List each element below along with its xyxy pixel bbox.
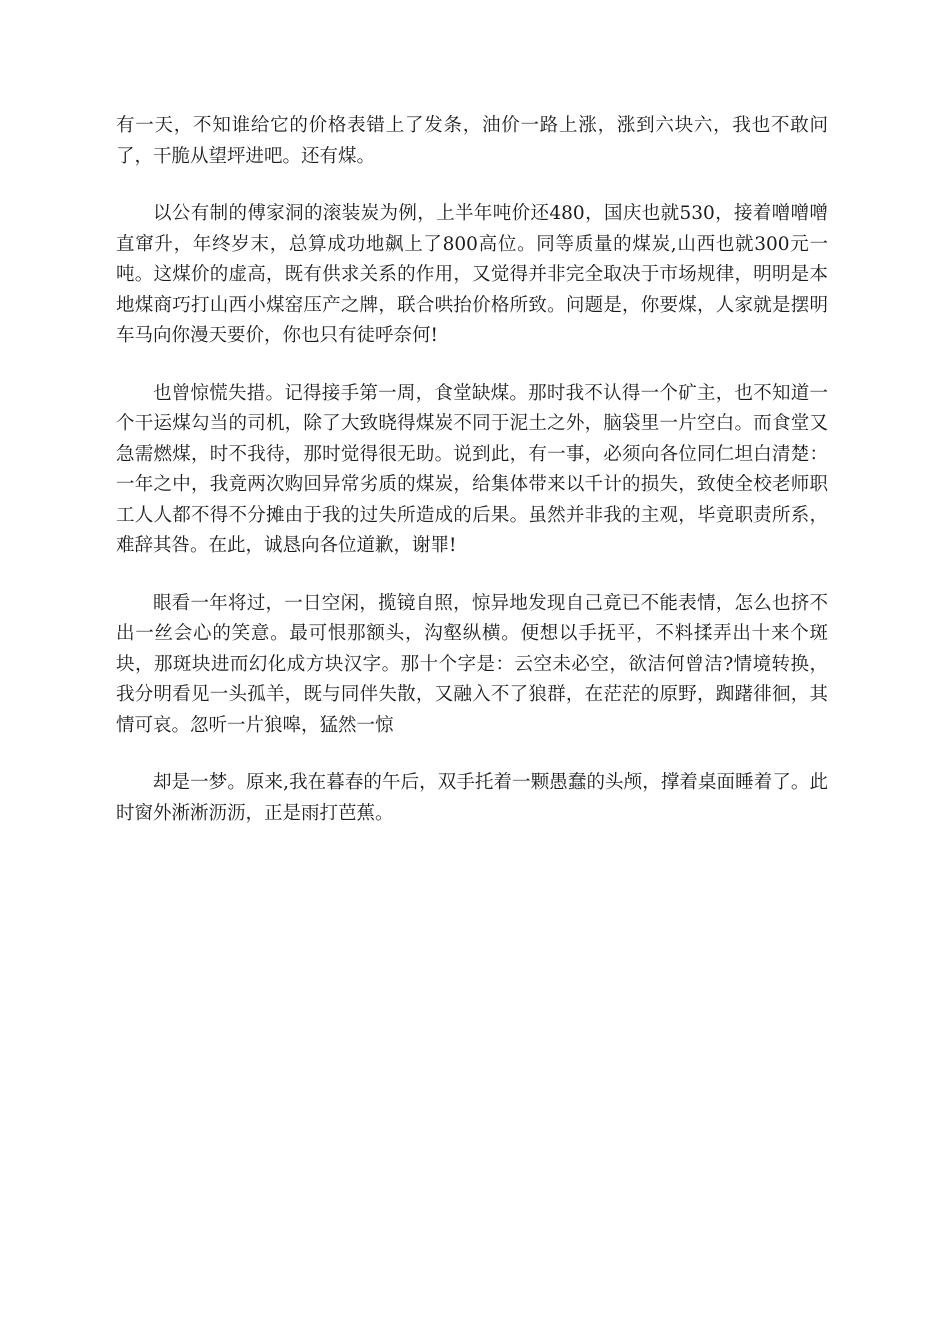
paragraph-5: 却是一梦。原来,我在暮春的午后，双手托着一颗愚蠢的头颅，撑着桌面睡着了。此时窗外淅淅沥沥，正是雨打芭蕉。 — [116, 772, 828, 824]
paragraph-2: 以公有制的傅家洞的滚装炭为例，上半年吨价还480，国庆也就530，接着噌噌噌直窜升，年终岁末，总算成功地飙上了800高位。同等质量的煤炭,山西也就300元一吨。这煤价的虚高，既有供求关系的作用，又觉得并非完全取决于市场规律，明明是本地煤商巧打山西小煤窑压产之牌，联合哄抬价格所致。问题是，你要煤，人家就是摆明车马向你漫天要价，你也只有徒呼奈何! — [116, 203, 828, 346]
document-body — [116, 111, 828, 856]
paragraph-4: 眼看一年将过，一日空闲，揽镜自照，惊异地发现自己竟已不能表情，怎么也挤不出一丝会心的笑意。最可恨那额头，沟壑纵横。便想以手抚平，不料揉弄出十来个斑块，那斑块进而幻化成方块汉字。那十个字是：云空未必空，欲洁何曾洁?情境转换，我分明看见一头孤羊，既与同伴失散，又融入不了狼群，在茫茫的原野，踟躇徘徊，其情可哀。忽听一片狼嗥，猛然一惊 — [116, 592, 828, 736]
paragraph-3: 也曾惊慌失措。记得接手第一周，食堂缺煤。那时我不认得一个矿主，也不知道一个干运煤勾当的司机，除了大致晓得煤炭不同于泥土之外，脑袋里一片空白。而食堂又急需燃煤，时不我待，那时觉得很无助。说到此，有一事，必须向各位同仁坦白清楚：一年之中，我竟两次购回异常劣质的煤炭，给集体带来以千计的损失，致使全校老师职工人人都不得不分摊由于我的过失所造成的后果。虽然并非我的主观，毕竟职责所系，难辞其咎。在此，诚恳向各位道歉，谢罪! — [116, 382, 828, 556]
paragraph-1: 有一天，不知谁给它的价格表错上了发条，油价一路上涨，涨到六块六，我也不敢问了，干脆从望坪进吧。还有煤。 — [116, 115, 828, 167]
